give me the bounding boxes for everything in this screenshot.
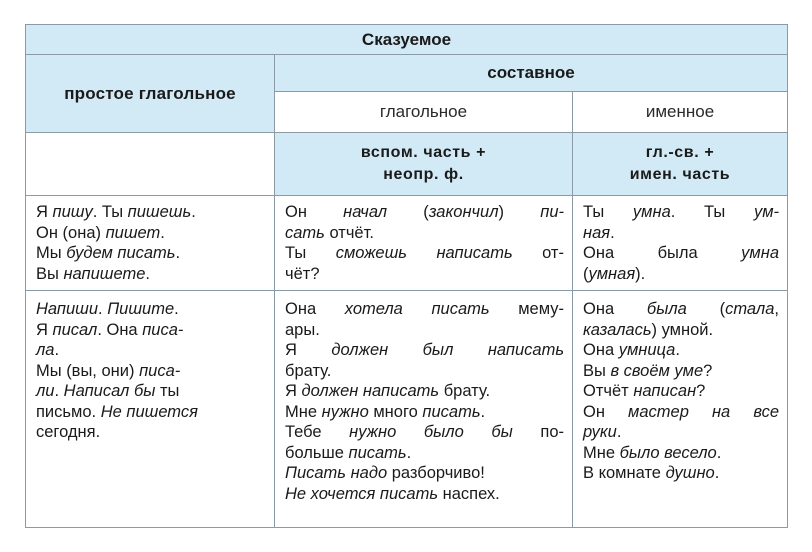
example-line: Мы будем писать. (36, 244, 181, 262)
example-line: сать отчёт. (285, 223, 374, 242)
example-line: казалась) умной. (583, 320, 714, 339)
example-line: Вы в своём уме? (583, 361, 713, 380)
simple-examples-2 (26, 291, 275, 528)
nominal-examples-1 (573, 196, 788, 291)
nominal-formula (573, 133, 788, 196)
example-line: Я должен написать брату. (285, 382, 491, 400)
nominal-formula-line: имен. часть (629, 166, 731, 183)
predicate-table (25, 24, 788, 528)
example-line: письмо. Не пишется (36, 402, 198, 421)
top-strip (0, 0, 812, 24)
example-line: Я пишу. Ты пишешь. (36, 203, 196, 221)
header-simple-verbal: простое глагольное (26, 55, 275, 133)
example-line: Писать надо разборчиво! (285, 464, 485, 482)
example-line: Отчёт написан? (583, 382, 706, 400)
example-line: руки. (583, 423, 622, 441)
example-line: Она хотела писать мему- (285, 300, 564, 318)
nominal-examples-2 (573, 291, 788, 528)
example-line: ная. (583, 223, 615, 242)
verbal-formula (275, 133, 573, 196)
example-line: Мне нужно много писать. (285, 402, 486, 421)
example-line: ары. (285, 320, 320, 339)
example-line: Я должен был написать (285, 341, 564, 359)
example-line: сегодня. (36, 423, 101, 441)
example-line: ли. Написал бы ты (36, 382, 180, 400)
example-line: Мы (вы, они) писа- (36, 361, 181, 380)
header-composite-nominal: именное (573, 92, 788, 133)
verbal-formula-line: неопр. ф. (383, 166, 464, 183)
example-line: (умная). (583, 264, 646, 283)
examples-row-1 (26, 196, 788, 291)
example-line: Не хочется писать наспех. (285, 484, 500, 503)
example-line: ла. (36, 341, 60, 359)
example-line: Ты умна. Ты ум- (583, 203, 779, 221)
simple-examples-1 (26, 196, 275, 291)
example-line: Он (она) пишет. (36, 223, 165, 242)
verbal-examples-1 (275, 196, 573, 291)
example-line: Он мастер на все (583, 402, 780, 421)
example-line: чёт? (285, 264, 320, 283)
example-line: Она была умна (583, 244, 779, 262)
verbal-formula-line: вспом. часть + (360, 144, 487, 161)
example-line: Напиши. Пишите. (36, 300, 179, 318)
example-line: Она была (стала, (583, 300, 779, 318)
example-line: больше писать. (285, 443, 412, 462)
example-line: Тебе нужно было бы по- (285, 423, 564, 441)
example-line: Она умница. (583, 341, 680, 359)
verbal-examples-2 (275, 291, 573, 528)
example-line: В комнате душно. (583, 464, 720, 482)
example-line: Вы напишете. (36, 264, 150, 283)
example-line: брату. (285, 361, 332, 380)
example-line: Мне было весело. (583, 443, 722, 462)
header-composite-verbal: глагольное (275, 92, 573, 133)
example-line: Он начал (закончил) пи- (285, 203, 564, 221)
header-composite: составное (275, 55, 788, 92)
example-line: Ты сможешь написать от- (285, 244, 564, 262)
nominal-formula-line: гл.-св. + (645, 144, 715, 161)
examples-row-2 (26, 291, 788, 528)
table-title: Сказуемое (26, 25, 788, 55)
formula-blank-cell (26, 133, 275, 196)
example-line: Я писал. Она писа- (36, 320, 184, 339)
